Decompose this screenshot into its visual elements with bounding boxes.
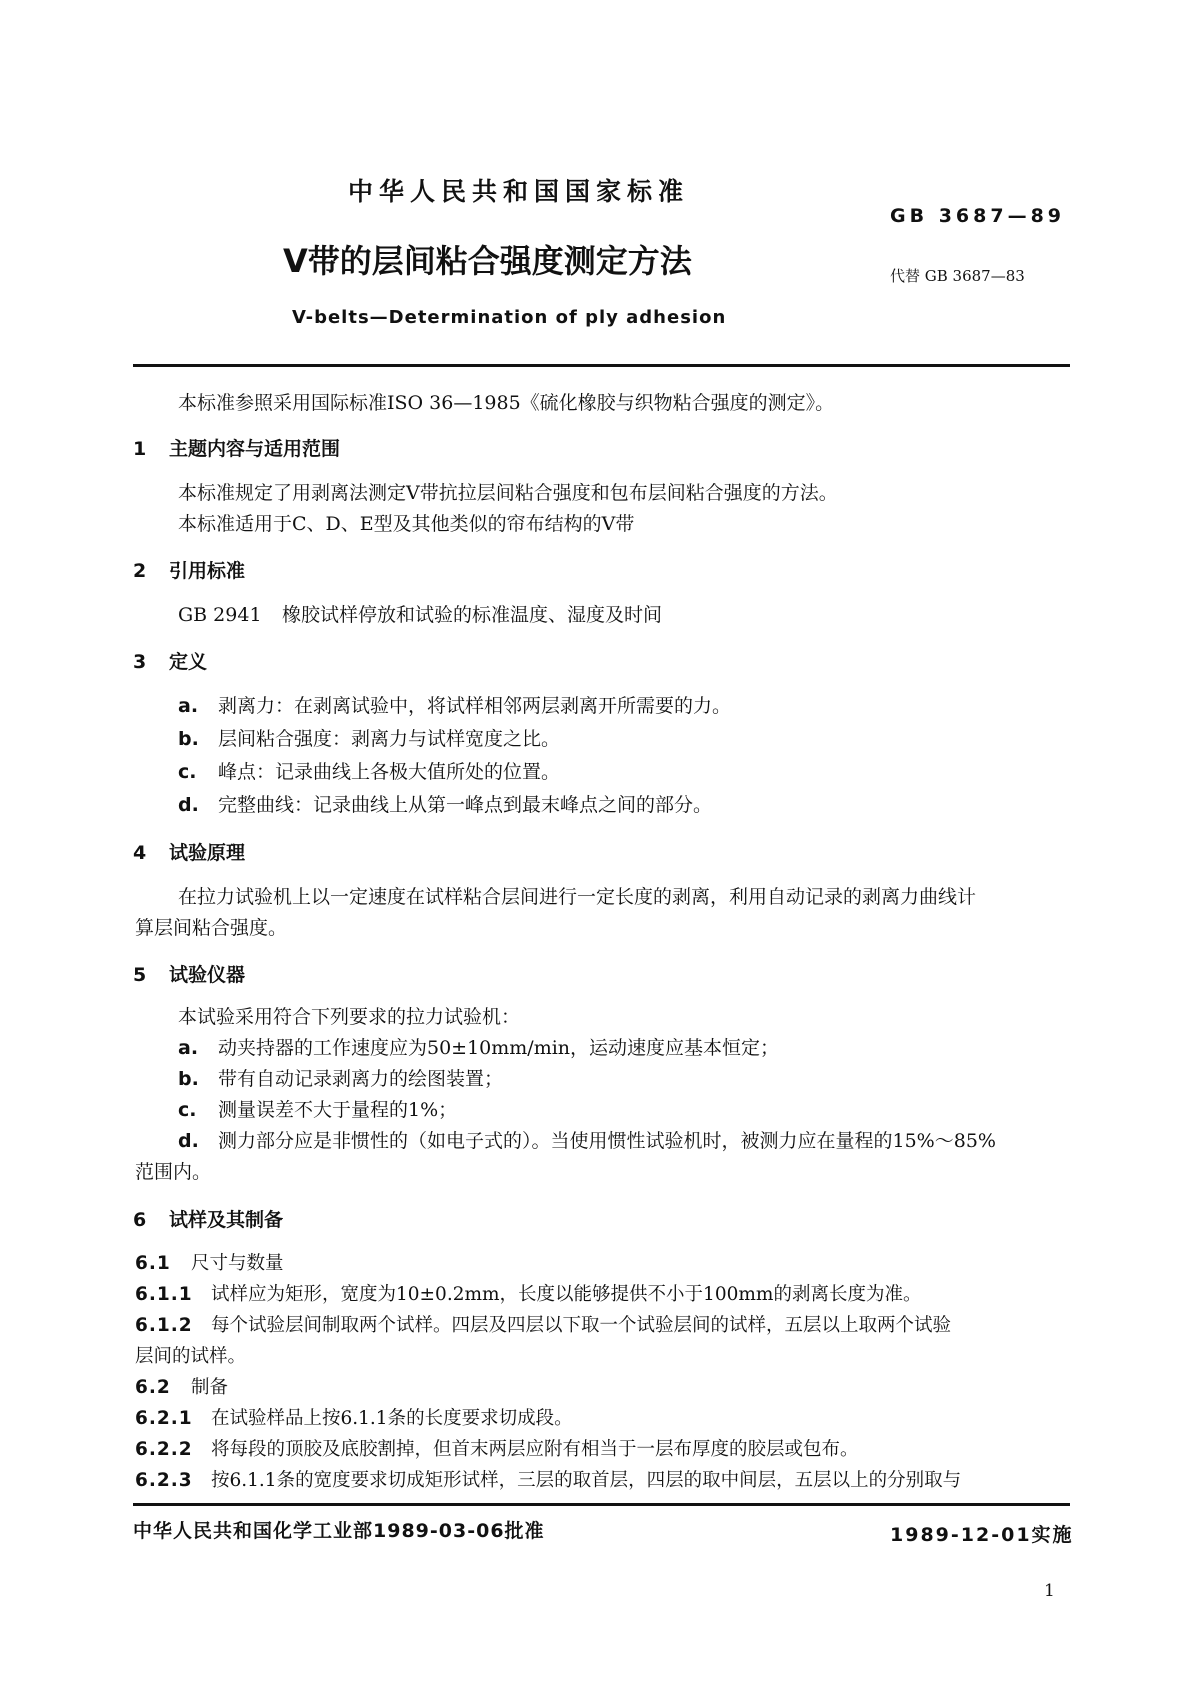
section-number: 2: [133, 560, 147, 582]
section-1-paragraph-1: 本标准规定了用剥离法测定V带抗拉层间粘合强度和包布层间粘合强度的方法。: [178, 482, 838, 504]
clause-number: 6.2: [135, 1377, 171, 1398]
section-5-lead: 本试验采用符合下列要求的拉力试验机：: [178, 1006, 521, 1028]
clause-number: 6.2.2: [135, 1439, 193, 1460]
clause-6-1: [135, 1249, 284, 1275]
clause-number: 6.1: [135, 1253, 171, 1274]
item-label: a.: [178, 695, 199, 717]
header-divider: [133, 364, 1070, 367]
replaces-note: 代替 GB 3687—83: [890, 267, 1025, 285]
clause-6-1-1: [135, 1280, 921, 1306]
effective-date: 1989-12-01实施: [890, 1524, 1074, 1546]
section-title: 试验原理: [169, 842, 246, 864]
reference-item: [178, 600, 662, 627]
clause-text: 在试验样品上按6.1.1条的长度要求切成段。: [211, 1408, 573, 1429]
requirement-item: [178, 1064, 503, 1091]
clause-text: 制备: [191, 1377, 229, 1398]
clause-number: 6.1.1: [135, 1284, 193, 1305]
clause-6-2: [135, 1373, 228, 1399]
intro-paragraph: 本标准参照采用国际标准ISO 36—1985《硫化橡胶与织物粘合强度的测定》。: [178, 392, 835, 414]
footer-divider: [133, 1503, 1070, 1506]
standard-code: GB 3687—89: [890, 205, 1066, 227]
section-title: 试样及其制备: [169, 1209, 284, 1231]
page-number: 1: [1044, 1581, 1055, 1601]
clause-6-2-3: [135, 1466, 961, 1492]
clause-text: 每个试验层间制取两个试样。四层及四层以下取一个试验层间的试样，五层以上取两个试验: [211, 1315, 952, 1336]
section-2-heading: [133, 556, 245, 583]
requirement-item-continuation: 范围内。: [135, 1161, 212, 1183]
item-text: 峰点：记录曲线上各极大值所处的位置。: [218, 761, 561, 783]
item-label: b.: [178, 728, 199, 750]
requirement-item: [178, 1126, 996, 1153]
requirement-item: [178, 1095, 457, 1122]
clause-text: 将每段的顶胶及底胶割掉，但首末两层应附有相当于一层布厚度的胶层或包布。: [211, 1439, 859, 1460]
section-number: 1: [133, 438, 147, 460]
item-text: 层间粘合强度：剥离力与试样宽度之比。: [218, 728, 561, 750]
reference-title: 橡胶试样停放和试验的标准温度、湿度及时间: [282, 604, 663, 626]
definition-item: [178, 724, 560, 751]
reference-code: GB 2941: [178, 604, 262, 626]
english-title: V-belts—Determination of ply adhesion: [292, 307, 727, 328]
section-number: 4: [133, 842, 147, 864]
item-label: d.: [178, 794, 199, 816]
standard-authority: 中华人民共和国国家标准: [348, 177, 690, 206]
section-number: 5: [133, 964, 147, 986]
section-title: 引用标准: [169, 560, 246, 582]
approval-note: 中华人民共和国化学工业部1989-03-06批准: [133, 1520, 545, 1542]
section-1-paragraph-2: 本标准适用于C、D、E型及其他类似的帘布结构的V带: [178, 513, 635, 535]
item-text: 测力部分应是非惯性的（如电子式的）。当使用惯性试验机时，被测力应在量程的15%～85%: [218, 1130, 996, 1152]
definition-item: [178, 790, 712, 817]
item-label: b.: [178, 1068, 199, 1090]
section-4-paragraph-line-2: 算层间粘合强度。: [135, 917, 288, 939]
clause-number: 6.2.3: [135, 1470, 193, 1491]
requirement-item: [178, 1033, 779, 1060]
item-text: 剥离力：在剥离试验中，将试样相邻两层剥离开所需要的力。: [218, 695, 732, 717]
clause-number: 6.1.2: [135, 1315, 193, 1336]
section-number: 6: [133, 1209, 147, 1231]
document-title: V带的层间粘合强度测定方法: [283, 242, 692, 280]
item-label: a.: [178, 1037, 199, 1059]
clause-6-2-2: [135, 1435, 859, 1461]
section-4-heading: [133, 838, 245, 865]
clause-text: 尺寸与数量: [191, 1253, 284, 1274]
item-label: c.: [178, 1099, 197, 1121]
clause-number: 6.2.1: [135, 1408, 193, 1429]
item-text: 带有自动记录剥离力的绘图装置；: [218, 1068, 504, 1090]
clause-6-1-2: [135, 1311, 951, 1337]
section-1-heading: [133, 434, 340, 461]
item-label: c.: [178, 761, 197, 783]
section-title: 主题内容与适用范围: [169, 438, 341, 460]
definition-item: [178, 691, 731, 718]
section-title: 定义: [169, 651, 208, 673]
section-6-heading: [133, 1205, 283, 1232]
item-text: 动夹持器的工作速度应为50±10mm/min，运动速度应基本恒定；: [218, 1037, 780, 1059]
section-5-heading: [133, 960, 245, 987]
item-label: d.: [178, 1130, 199, 1152]
section-title: 试验仪器: [169, 964, 246, 986]
clause-text: 按6.1.1条的宽度要求切成矩形试样，三层的取首层，四层的取中间层，五层以上的分别取与: [211, 1470, 962, 1491]
clause-text: 试样应为矩形，宽度为10±0.2mm，长度以能够提供不小于100mm的剥离长度为准。: [211, 1284, 922, 1305]
item-text: 完整曲线：记录曲线上从第一峰点到最末峰点之间的部分。: [218, 794, 713, 816]
item-text: 测量误差不大于量程的1%；: [218, 1099, 458, 1121]
section-4-paragraph-line-1: 在拉力试验机上以一定速度在试样粘合层间进行一定长度的剥离，利用自动记录的剥离力曲线计: [178, 886, 977, 908]
section-number: 3: [133, 651, 147, 673]
clause-6-2-1: [135, 1404, 573, 1430]
clause-6-1-2-continuation: 层间的试样。: [135, 1346, 247, 1367]
definition-item: [178, 757, 560, 784]
section-3-heading: [133, 647, 207, 674]
